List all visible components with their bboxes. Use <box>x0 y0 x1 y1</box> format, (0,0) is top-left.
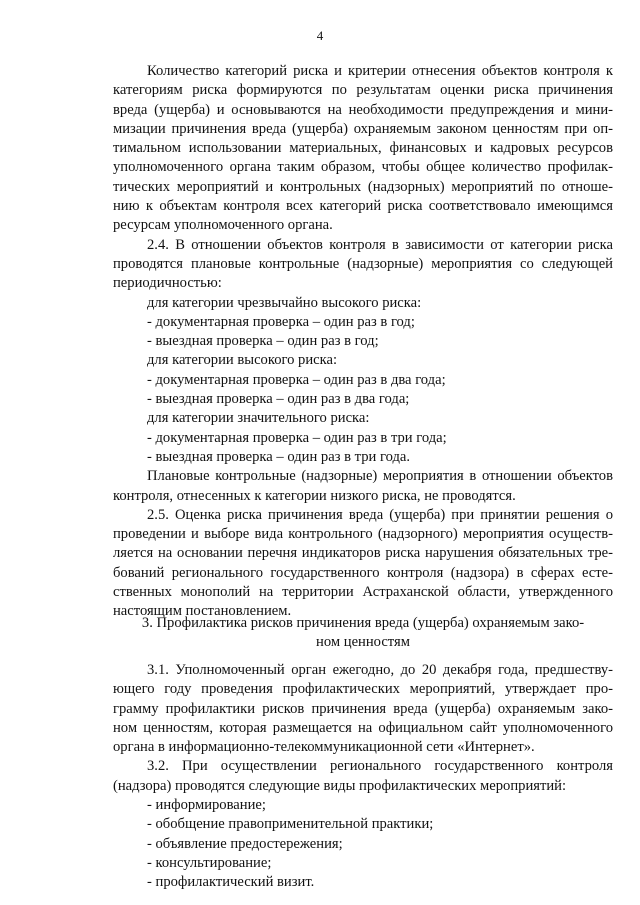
text-line: ном ценностям, которая размещается на официальном сайт уполномоченного <box>113 719 613 736</box>
text-line: бований регионального государственного контроля (надзора) в сферах есте- <box>113 564 613 581</box>
text-line: Плановые контрольные (надзорные) мероприятия в отношении объектов <box>147 468 613 485</box>
text-line: Количество категорий риска и критерии отнесения объектов контроля к <box>147 63 613 79</box>
text-line: - информирование; <box>147 797 266 814</box>
section-3-heading <box>113 614 613 653</box>
text-line: 2.5. Оценка риска причинения вреда (ущерба) при принятии решения о <box>147 506 613 523</box>
text-line: органа в информационно-телекоммуникационной сети «Интернет». <box>113 739 535 756</box>
text-line: - обобщение правоприменительной практики; <box>147 816 434 833</box>
text-line: - профилактический визит. <box>147 874 315 891</box>
text-line: грамму профилактики рисков причинения вреда (ущерба) охраняемым зако- <box>113 700 613 717</box>
text-line: - выездная проверка – один раз в три года. <box>147 448 411 465</box>
text-line: проведении и выборе вида контрольного (надзорного) мероприятия осуществ- <box>113 526 613 543</box>
text-line: (надзора) проводятся следующие виды профилактических мероприятий: <box>113 777 567 794</box>
section-3-text <box>113 661 613 893</box>
text-line: ственных монополий на территории Астраханской области, утвержденного <box>113 584 613 601</box>
text-line: для категории высокого риска: <box>147 352 338 369</box>
text-line: нию к объектам контроля всех категорий риска соответствовало имеющимся <box>113 198 613 215</box>
text-line: уполномоченного органа таким образом, чтобы общее количество профилак- <box>113 159 613 176</box>
text-line: категориям риска формируются по результатам оценки риска причинения <box>113 82 613 99</box>
text-line: - объявление предостережения; <box>147 835 343 852</box>
page-number: 4 <box>316 28 324 43</box>
text-line: мизации причинения вреда (ущерба) охраняемым законом ценностям при оп- <box>113 120 613 137</box>
text-line: - документарная проверка – один раз в два года; <box>147 371 446 388</box>
text-line: - выездная проверка – один раз в два года; <box>147 391 410 408</box>
section-2-text <box>113 62 613 622</box>
text-line: ресурсам уполномоченного органа. <box>113 217 333 234</box>
text-line: тимальном использовании материальных, финансовых и кадровых ресурсов <box>113 140 613 157</box>
text-line: контроля, отнесенных к категории низкого риска, не проводятся. <box>113 487 516 504</box>
text-line: 3.2. При осуществлении регионального государственного контроля <box>147 758 613 775</box>
text-line: настоящим постановлением. <box>113 603 292 620</box>
heading-line: ном ценностям <box>316 634 410 651</box>
text-line: вреда (ущерба) и основываются на необходимости предупреждения и мини- <box>113 101 613 118</box>
text-line: 2.4. В отношении объектов контроля в зависимости от категории риска <box>147 236 613 253</box>
text-line: проводятся плановые контрольные (надзорные) мероприятия со следующей <box>113 255 613 272</box>
text-line: тических мероприятий и контрольных (надзорных) мероприятий по отноше- <box>113 178 613 195</box>
heading-line: 3. Профилактика рисков причинения вреда (ущерба) охраняемым зако- <box>141 615 585 631</box>
text-line: для категории значительного риска: <box>147 410 370 427</box>
text-line: - консультирование; <box>147 854 272 871</box>
text-line: 3.1. Уполномоченный орган ежегодно, до 20 декабря года, предшеству- <box>147 662 613 678</box>
text-line: ляется на основании перечня индикаторов риска нарушения обязательных тре- <box>113 545 613 562</box>
text-line: - документарная проверка – один раз в год; <box>147 313 415 330</box>
text-line: периодичностью: <box>113 275 222 292</box>
text-line: для категории чрезвычайно высокого риска: <box>147 294 422 311</box>
text-line: - выездная проверка – один раз в год; <box>147 333 379 350</box>
text-line: ющего году проведения профилактических мероприятий, утверждает про- <box>113 681 613 698</box>
text-line: - документарная проверка – один раз в три года; <box>147 429 447 446</box>
